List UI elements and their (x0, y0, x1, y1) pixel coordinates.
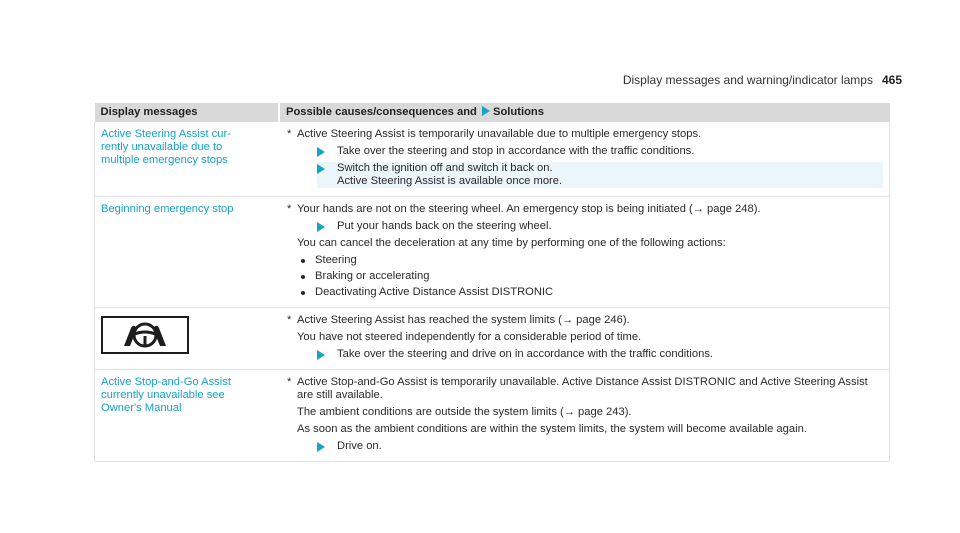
action-arrow-icon (482, 106, 490, 116)
cause-text: Active Steering Assist has reached the system limits (→ page 246). (297, 314, 630, 326)
display-message: Beginning emergency stop (101, 203, 234, 215)
note-text: You have not steered independently for a considerable period of time. (297, 331, 642, 343)
step-text: Put your hands back on the steering wheel. (337, 220, 552, 232)
step-text: Switch the ignition off and switch it back on. Active Steering Assist is available once more. (337, 162, 563, 187)
display-messages-table (94, 103, 890, 462)
running-head-title: Display messages and warning/indicator lamps (622, 73, 873, 87)
footnote-star: * (287, 203, 292, 215)
bullet-item (301, 270, 883, 283)
solution-step (317, 145, 883, 158)
cause-text: Your hands are not on the steering wheel. An emergency stop is being initiated (→ page 248). (297, 203, 761, 215)
cause-line (285, 203, 883, 216)
message-cell (95, 308, 280, 370)
header-causes-label: Possible causes/consequences and (286, 106, 477, 118)
solution-cell (279, 122, 890, 197)
bullet-dot (301, 259, 305, 263)
running-head (623, 73, 902, 87)
header-solutions-label: Solutions (493, 106, 544, 118)
solution-step (317, 220, 883, 233)
cause-text: Active Steering Assist is temporarily unavailable due to multiple emergency stops. (297, 128, 702, 140)
table-row (95, 122, 890, 197)
solution-step (317, 440, 883, 453)
footnote-star: * (287, 376, 292, 388)
bullet-text: Braking or accelerating (315, 270, 430, 282)
bullet-text: Deactivating Active Distance Assist DISTRONIC (315, 286, 554, 298)
message-cell (95, 122, 280, 197)
page-number: 465 (881, 73, 902, 87)
hands-on-steering-wheel-icon (101, 316, 189, 354)
table-row (95, 308, 890, 370)
table-header-row (95, 103, 890, 122)
action-arrow-icon (317, 350, 325, 360)
solution-step (317, 162, 883, 188)
action-arrow-icon (317, 222, 325, 232)
bullet-dot (301, 291, 305, 295)
footnote-star: * (287, 128, 292, 140)
action-arrow-icon (317, 164, 325, 174)
message-cell (95, 370, 280, 462)
message-cell (95, 197, 280, 308)
table-row (95, 370, 890, 462)
display-message: Active Stop-and-Go Assist currently unavailable see Owner's Manual (101, 376, 231, 414)
bullet-dot (301, 275, 305, 279)
step-text: Drive on. (337, 440, 382, 452)
bullet-item (301, 254, 883, 267)
solution-cell (279, 308, 890, 370)
action-arrow-icon (317, 442, 325, 452)
cause-text: Active Stop-and-Go Assist is temporarily unavailable. Active Distance Assist DISTRONIC and Active Steering Assist are still available. (297, 376, 868, 401)
step-text: Take over the steering and stop in accordance with the traffic conditions. (337, 145, 695, 157)
action-arrow-icon (317, 147, 325, 157)
solution-step (317, 348, 883, 361)
note-text: You can cancel the deceleration at any time by performing one of the following actions: (297, 237, 726, 249)
cause-line (285, 376, 883, 402)
solution-cell (279, 197, 890, 308)
header-causes-solutions (279, 103, 890, 122)
header-display-messages: Display messages (95, 103, 280, 122)
cause-line (285, 314, 883, 327)
step-text: Take over the steering and drive on in accordance with the traffic conditions. (337, 348, 714, 360)
table-row (95, 197, 890, 308)
bullet-text: Steering (315, 254, 357, 266)
solution-cell (279, 370, 890, 462)
note-text: As soon as the ambient conditions are within the system limits, the system will become available again. (297, 423, 807, 435)
note-text: The ambient conditions are outside the system limits (→ page 243). (297, 406, 632, 418)
cause-line (285, 128, 883, 141)
display-message: Active Steering Assist cur- rently unavailable due to multiple emergency stops (101, 128, 231, 166)
bullet-item (301, 286, 883, 299)
footnote-star: * (287, 314, 292, 326)
